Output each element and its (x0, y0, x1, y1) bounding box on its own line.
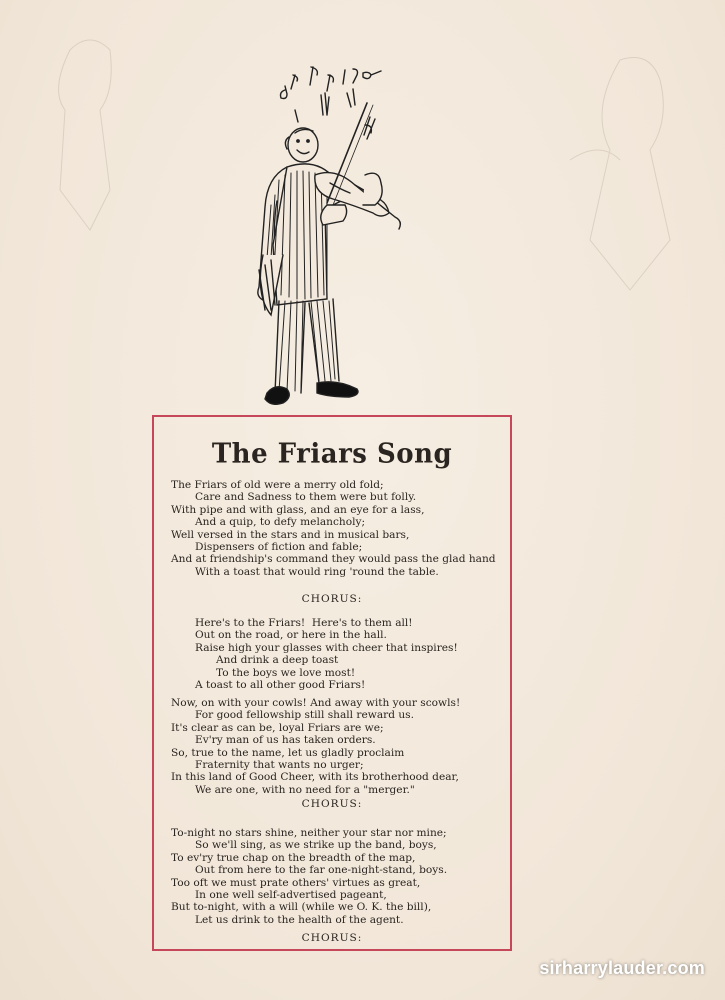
verse-line: To-night no stars shine, neither your star nor mine; (171, 827, 447, 839)
show-through-figure-right (560, 40, 710, 300)
site-watermark: sirharrylauder.com (539, 958, 705, 978)
verse-line: Fraternity that wants no urger; (195, 759, 364, 772)
verse-line: And at friendship's command they would pass the glad hand (171, 553, 496, 566)
violinist-illustration (235, 55, 435, 405)
chorus-heading: CHORUS: (301, 798, 363, 810)
verse-line: Too oft we must prate others' virtues as great, (171, 876, 421, 889)
verse-line: But to-night, with a will (while we O. K. the bill), (171, 901, 432, 914)
chorus-line: And drink a deep toast (216, 654, 339, 667)
verse-line: Ev'ry man of us has taken orders. (195, 734, 376, 747)
chorus-line: Out on the road, or here in the hall. (195, 629, 387, 642)
verse-line: Well versed in the stars and in musical bars, (171, 528, 410, 541)
verse-line: With pipe and with glass, and an eye for a lass, (171, 503, 425, 516)
verse-line: For good fellowship still shall reward us. (195, 709, 414, 722)
song-box (152, 415, 512, 951)
verse-line: To ev'ry true chap on the breadth of the map, (171, 851, 416, 864)
verse-line: Let us drink to the health of the agent. (195, 913, 404, 926)
verse-line: Dispensers of fiction and fable; (195, 541, 363, 554)
verse-1 (171, 479, 504, 578)
verse-line: We are one, with no need for a "merger." (195, 783, 415, 796)
verse-line: It's clear as can be, loyal Friars are we; (171, 721, 384, 734)
verse-3 (171, 827, 504, 926)
verse-line: Care and Sadness to them were but folly. (195, 491, 417, 504)
verse-2 (171, 697, 504, 796)
verse-line: The Friars of old were a merry old fold; (171, 479, 384, 491)
verse-line: So, true to the name, let us gladly proclaim (171, 746, 405, 759)
song-title: The Friars Song (211, 438, 453, 470)
verse-line: In one well self-advertised pageant, (195, 889, 387, 902)
chorus-heading: CHORUS: (301, 593, 363, 605)
chorus-heading: CHORUS: (301, 932, 363, 944)
chorus-line: Here's to the Friars! Here's to them all! (195, 617, 413, 629)
show-through-figure-left (30, 20, 150, 240)
verse-line: So we'll sing, as we strike up the band, boys, (195, 839, 437, 852)
chorus-line: Raise high your glasses with cheer that inspires! (195, 641, 458, 654)
verse-line: With a toast that would ring 'round the table. (195, 565, 439, 578)
verse-line: And a quip, to defy melancholy; (195, 516, 366, 529)
chorus-line: To the boys we love most! (216, 666, 356, 679)
verse-line: Now, on with your cowls! And away with your scowls! (171, 697, 461, 709)
chorus-line: A toast to all other good Friars! (195, 679, 366, 692)
music-notes (281, 67, 382, 139)
chorus-lyrics (171, 617, 504, 691)
verse-line: In this land of Good Cheer, with its brotherhood dear, (171, 771, 459, 784)
verse-line: Out from here to the far one-night-stand, boys. (195, 864, 448, 877)
